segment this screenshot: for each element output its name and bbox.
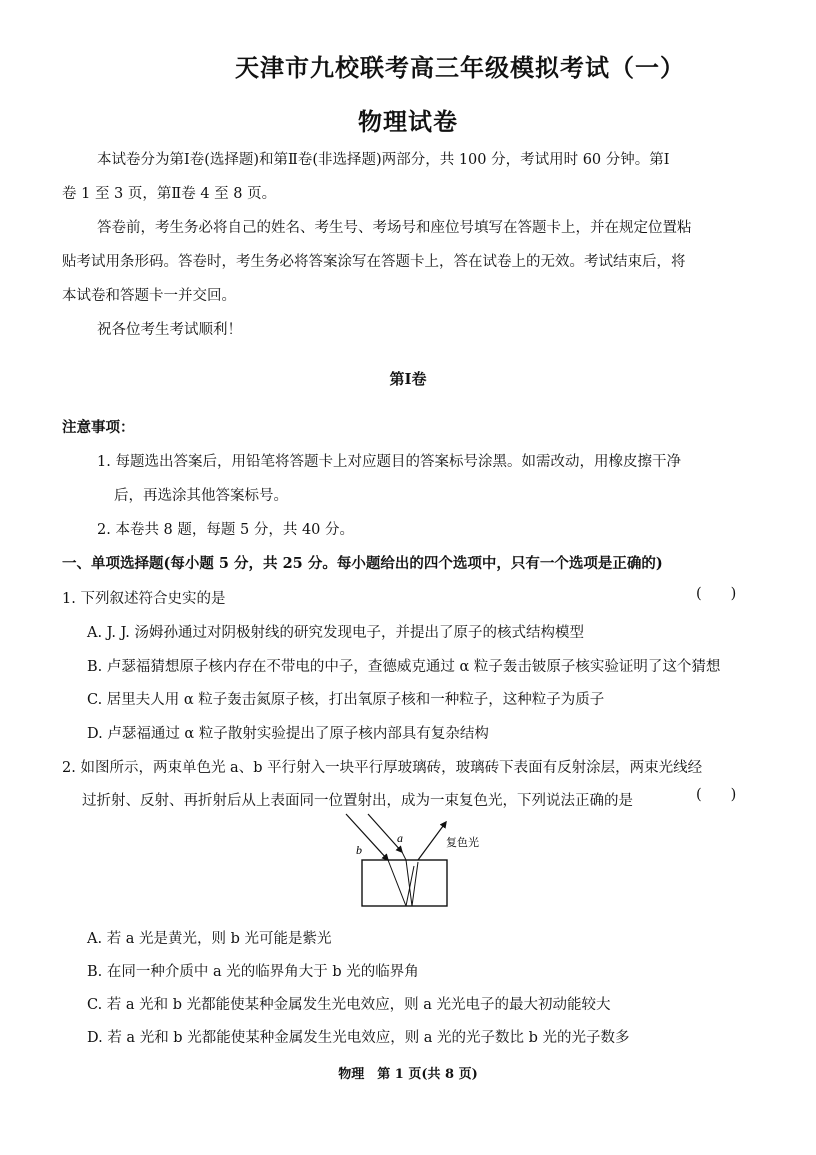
answer-bracket: ( ) (696, 586, 737, 602)
answer-bracket: ( ) (696, 787, 737, 803)
option-c: C. 若 a 光和 b 光都能使某种金属发生光电效应，则 a 光光电子的最大初动能较大 (87, 997, 611, 1013)
notice-item: 后，再选涂其他答案标号。 (114, 488, 288, 504)
notice-item: 2. 本卷共 8 题，每题 5 分，共 40 分。 (97, 522, 354, 538)
option-b: B. 卢瑟福猜想原子核内存在不带电的中子，查德威克通过 α 粒子轰击铍原子核实验证明了这个猜想 (87, 659, 721, 675)
option-b: B. 在同一种介质中 a 光的临界角大于 b 光的临界角 (87, 964, 419, 980)
option-d: D. 卢瑟福通过 α 粒子散射实验提出了原子核内部具有复杂结构 (87, 726, 489, 742)
option-d: D. 若 a 光和 b 光都能使某种金属发生光电效应，则 a 光的光子数比 b 光的光子数多 (87, 1030, 630, 1046)
intro-line: 祝各位考生考试顺利！ (97, 322, 242, 338)
intro-line: 卷 1 至 3 页，第Ⅱ卷 4 至 8 页。 (62, 186, 277, 202)
notice-item: 1. 每题选出答案后，用铅笔将答题卡上对应题目的答案标号涂黑。如需改动，用橡皮擦干净 (97, 454, 681, 470)
glass-brick-diagram (330, 802, 510, 914)
glass-brick (362, 860, 447, 906)
option-c: C. 居里夫人用 α 粒子轰击氮原子核，打出氧原子核和一种粒子，这种粒子为质子 (87, 692, 605, 708)
question-stem: 过折射、反射、再折射后从上表面同一位置射出，成为一束复色光，下列说法正确的是 (82, 793, 633, 809)
page-footer: 物理 第 1 页(共 8 页) (338, 1067, 478, 1082)
intro-line: 本试卷和答题卡一并交回。 (62, 288, 236, 304)
intro-line: 答卷前，考生务必将自己的姓名、考生号、考场号和座位号填写在答题卡上，并在规定位置粘 (97, 220, 692, 236)
label-a: a (397, 831, 403, 845)
question-stem: 2. 如图所示，两束单色光 a、b 平行射入一块平行厚玻璃砖，玻璃砖下表面有反射涂层，两束光线经 (62, 760, 703, 776)
question-stem: 1. 下列叙述符合史实的是 (62, 591, 226, 607)
label-b: b (356, 843, 362, 857)
exam-title: 天津市九校联考高三年级模拟考试（一） (235, 53, 685, 82)
exam-subtitle: 物理试卷 (358, 107, 458, 136)
option-a: A. J. J. 汤姆孙通过对阴极射线的研究发现电子，并提出了原子的核式结构模型 (87, 625, 584, 641)
intro-line: 本试卷分为第Ⅰ卷(选择题)和第Ⅱ卷(非选择题)两部分，共 100 分，考试用时 60 分钟。第Ⅰ (97, 152, 670, 168)
section-heading: 第Ⅰ卷 (389, 370, 427, 388)
notice-heading: 注意事项： (62, 419, 135, 436)
light-ray-out (418, 822, 446, 860)
label-composite-light: 复色光 (446, 836, 479, 849)
option-a: A. 若 a 光是黄光，则 b 光可能是紫光 (87, 931, 332, 947)
part-heading: 一、单项选择题(每小题 5 分，共 25 分。每小题给出的四个选项中，只有一个选项是正确的) (62, 555, 663, 572)
intro-line: 贴考试用条形码。答卷时，考生务必将答案涂写在答题卡上，答在试卷上的无效。考试结束后，将 (62, 254, 686, 270)
light-ray-b (346, 814, 388, 860)
